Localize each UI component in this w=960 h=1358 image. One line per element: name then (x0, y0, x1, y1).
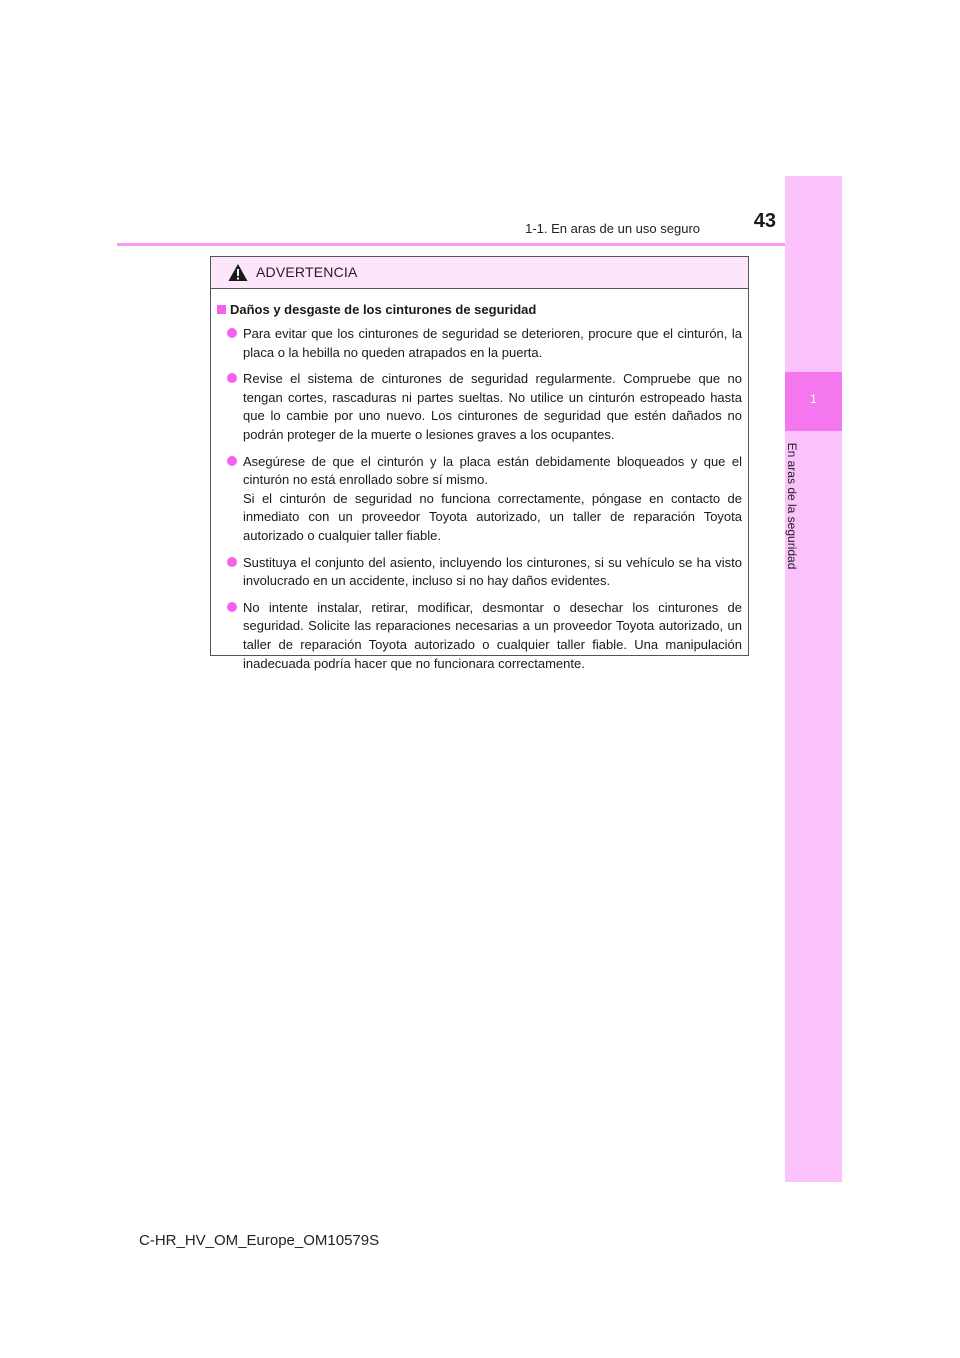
list-item (217, 554, 742, 591)
chapter-name: En aras de la seguridad (785, 442, 799, 570)
chapter-side-tab (785, 176, 842, 1182)
list-item-text-continued: Si el cinturón de seguridad no funciona correctamente, póngase en contacto de inmediato con un proveedor Toyota autorizado, un taller de reparación Toyota autorizado o cualquier taller fiable. (243, 490, 742, 543)
warning-heading (217, 302, 742, 317)
warning-title: ADVERTENCIA (256, 264, 358, 280)
list-item-text: Sustituya el conjunto del asiento, incluyendo los cinturones, si su vehículo se ha visto involucrado en un accidente, incluso si no hay daños evidentes. (243, 554, 742, 589)
bullet-dot-icon (227, 373, 237, 383)
header-rule (117, 243, 842, 246)
list-item (217, 370, 742, 444)
warning-box (210, 256, 749, 671)
list-item-text: Para evitar que los cinturones de seguridad se deterioren, procure que el cinturón, la placa o la hebilla no queden atrapados en la puerta. (243, 326, 742, 360)
bullet-dot-icon (227, 557, 237, 567)
warning-body (211, 289, 748, 673)
bullet-dot-icon (227, 456, 237, 466)
list-item (217, 599, 742, 673)
list-item (217, 453, 742, 546)
warning-heading-text: Daños y desgaste de los cinturones de seguridad (230, 302, 537, 317)
list-item (217, 325, 742, 362)
chapter-number: 1 (810, 392, 817, 406)
page-number: 43 (753, 210, 776, 232)
section-title: 1-1. En aras de un uso seguro (525, 221, 700, 236)
list-item-text: No intente instalar, retirar, modificar, desmontar o desechar los cinturones de seguridad. Solicite las reparaciones necesarias a un proveedor Toyota autorizado, un taller de reparación Toyota autorizado o cualquier taller fiable. Una manipulación inadecuada podría hacer que no funcionara correctamente. (243, 599, 742, 671)
list-item-text: Asegúrese de que el cinturón y la placa están debidamente bloqueados y que el cinturón no está enrollado sobre sí mismo. (243, 453, 742, 488)
list-item-text: Revise el sistema de cinturones de seguridad regularmente. Compruebe que no tengan cortes, rascaduras ni partes sueltas. No utilice un cinturón estropeado hasta que lo cambie por uno nuevo. Los cinturones de seguridad que estén dañados no podrán proteger de la muerte o lesiones graves a los ocupantes. (243, 371, 742, 442)
bullet-dot-icon (227, 602, 237, 612)
warning-triangle-icon (228, 263, 248, 282)
bullet-dot-icon (227, 328, 237, 338)
document-code: C-HR_HV_OM_Europe_OM10579S (139, 1232, 380, 1249)
square-bullet-icon (217, 305, 226, 314)
warning-header (211, 257, 748, 289)
